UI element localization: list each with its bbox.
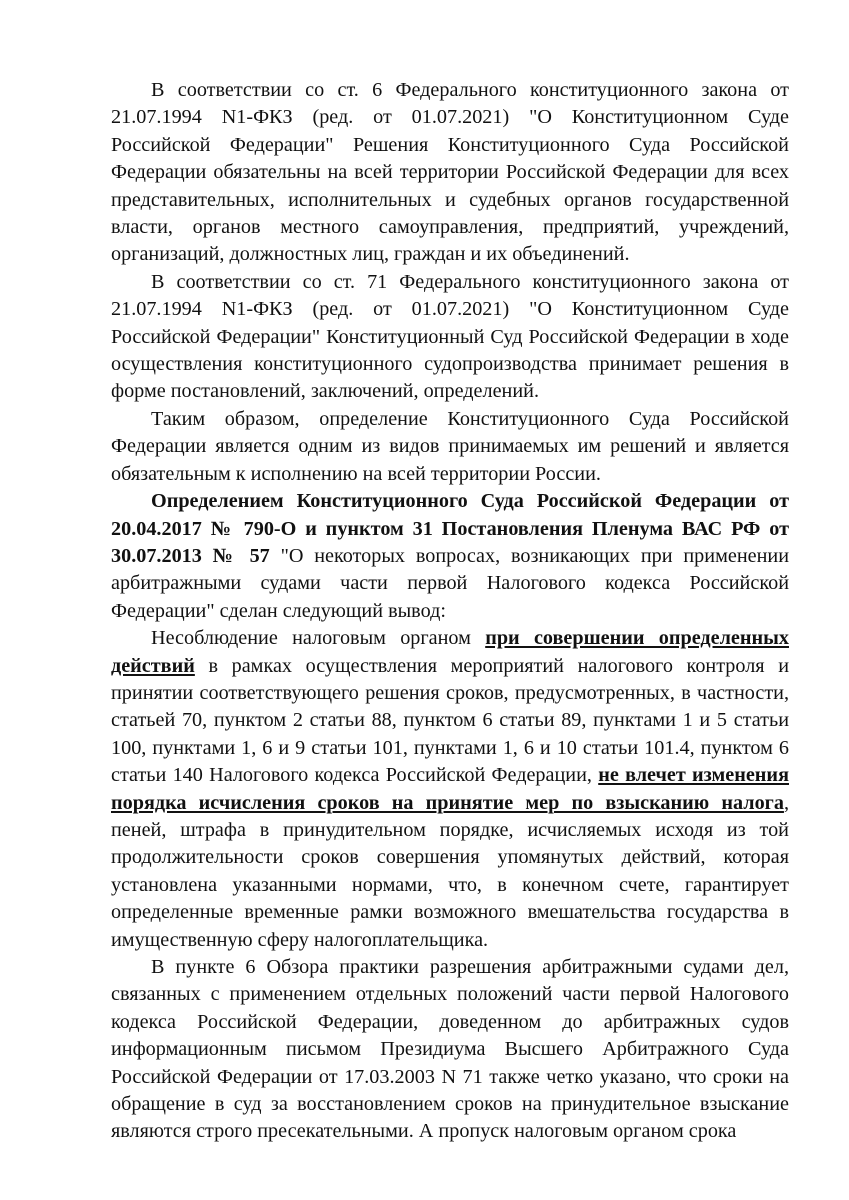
quote-middle: в рамках осуществления мероприятий налогового контроля и принятии соответствующего решения сроков, предусмотренных, в частности, статьей 70, пунктом 2 статьи 88, пунктом 6 статьи 89, пунктами 1 и 5 статьи 100, пунктами 1, 6 и 9 статьи 101, пунктами 1, 6 и 10 статьи 101.4, пунктом 6 статьи 140 Налогового кодекса Российской Федерации, — [111, 654, 789, 787]
paragraph-constitutional-law-art71: В соответствии со ст. 71 Федерального конституционного закона от 21.07.1994 N1-ФКЗ (ред. от 01.07.2021) "О Конституционном Суде Российской Федерации" Конституционный Суд Российской Федерации в ходе осуществления конституционного судопроизводства принимает решения в форме постановлений, заключений, определений. — [111, 270, 789, 403]
quote-emphasis-deadlines: не влечет изменения порядка исчисления сроков на принятие мер по взысканию налога — [111, 764, 789, 814]
paragraph-conclusion: Таким образом, определение Конституционного Суда Российской Федерации является одним из видов принимаемых им решений и является обязательным к исполнению на всей территории России. — [111, 407, 789, 485]
document-body — [111, 77, 789, 1146]
paragraph-constitutional-law-art6: В соответствии со ст. 6 Федерального конституционного закона от 21.07.1994 N1-ФКЗ (ред. от 01.07.2021) "О Конституционном Суде Российской Федерации" Решения Конституционного Суда Российской Федерации обязательны на всей территории Российской Федерации для всех представительных, исполнительных и судебных органов государственной власти, органов местного самоуправления, предприятий, учреждений, организаций, должностных лиц, граждан и их объединений. — [111, 79, 789, 266]
quote-intro: Несоблюдение налоговым органом — [151, 627, 486, 650]
ruling-description: "О некоторых вопросах, возникающих при применении арбитражными судами части первой Налогового кодекса Российской Федерации" сделан следующий вывод: — [111, 544, 789, 622]
quote-emphasis-actions: при совершении определенных действий — [111, 627, 789, 677]
paragraph-court-ruling — [111, 488, 789, 625]
ruling-reference: Определением Конституционного Суда Российской Федерации от 20.04.2017 № 790-О и пунктом 31 Постановления Пленума ВАС РФ от 30.07.2013 № 57 — [111, 490, 789, 567]
paragraph-vas-review: В пункте 6 Обзора практики разрешения арбитражными судами дел, связанных с применением отдельных положений части первой Налогового кодекса Российской Федерации, доведенном до арбитражных судов информационным письмом Президиума Высшего Арбитражного Суда Российской Федерации от 17.03.2003 N 71 также четко указано, что сроки на обращение в суд за восстановлением сроков на принудительное взыскание являются строго пресекательными. А пропуск налоговым органом срока — [111, 956, 789, 1143]
paragraph-ruling-quote — [111, 625, 789, 954]
quote-end: , пеней, штрафа в принудительном порядке, исчисляемых исходя из той продолжительности сроков совершения упомянутых действий, которая установлена указанными нормами, что, в конечном счете, гарантирует определенные временные рамки возможного вмешательства государства в имущественную сферу налогоплательщика. — [111, 791, 789, 951]
